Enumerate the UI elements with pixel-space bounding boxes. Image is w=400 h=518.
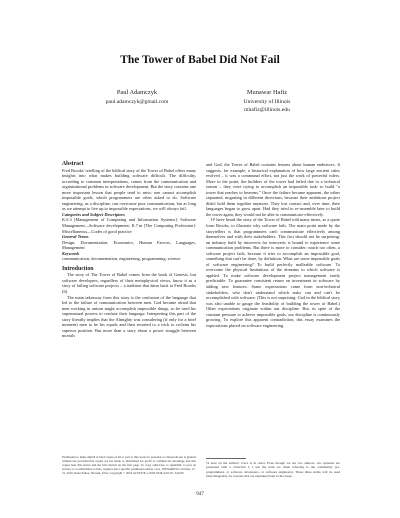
page-number: 947: [196, 492, 204, 497]
body-paragraph: and God, the Tower of Babel contains lessons about human endeavors. It suggests, for example, a historical explanation of how large ancient cities evolved – it was a communal effort, not just the work of powerful rulers. More to the point, the builders of the tower had failed due to a technical reason – they were trying to accomplish an impossible task: to build "a tower that reaches to heavens." Once the failure became apparent, the tribes separated, migrating in different directions, because their ambitions project didn't hold them together anymore. They lost contact and, over time, their languages began to grow apart. Had they tried to re-assemble later to build the tower again, they would not be able to communicate effectively.: [206, 162, 340, 217]
footnote-rule: [206, 458, 246, 459]
keywords-heading: Keywords: [62, 250, 80, 256]
categories-heading: Categories and Subject Descriptors: [62, 211, 125, 217]
intro-paragraph: The main takeaway from this story is the confusion of the language that led to the failure of communication between men. God became afraid that men working in unison might accomplish impossible things, so he used his supernatural powers to confuse their language. Interpreting this part of the story literally implies that the Almighty was considering (if only for a brief moment) men to be his equals and then resorted to a trick to reclaim his superior position. But more than a story about a power struggle between mortals: [62, 294, 196, 339]
general-terms-text: Design, Documentation, Economics, Human Factors, Languages, Management: [62, 239, 196, 251]
abstract-heading: Abstract: [62, 161, 84, 167]
body-paragraph: If¹ have heard the story of the Tower of Babel told many times, as a quote from Brooks, to illustrate why software fails. The main point made by the storytellers is that programmers can't communicate effectively among themselves and with their stakeholders. This fact should not be surprising: an industry built by introverts for introverts is bound to experience some communication problems. But there is more to consider: much too often, a software project fails, because it tries to accomplish an impossible goal, something that can't be done, by definition. What are some impossible goals of software engineering? To build perfectly malleable software. To overcome the physical limitations of the domains to which software is applied. To make software development project management easily predictable. To guarantee consistent return on investment in software by adding new features. Some expectations come from non-technical stakeholders, who don't understand which tasks can and can't be accomplished with software. (This is not surprising: God in the biblical story was also unable to gauge the feasibility of building the tower of Babel.) Other expectations originate within our discipline. But, in spite of the constant pressure to achieve impossible goals, our discipline is continuously growing. To explore this apparent contradiction, this essay examines the expectations placed on software engineering.: [206, 217, 340, 328]
author-email: mhafiz@illinois.edu: [244, 107, 290, 113]
author-name: Munawar Hafiz: [246, 89, 288, 96]
introduction-heading: Introduction: [62, 265, 94, 272]
author-block-1: [82, 89, 192, 106]
categories-text: K.6.3 [Management of Computing and Information Systems]: Software Management—Software development; K.7.m [The Computing Profession]: Miscellaneous—Codes of good practice: [62, 217, 196, 234]
left-column: [62, 162, 196, 339]
keywords-text: communication, documentation, engineering, programming, science: [62, 256, 181, 262]
general-terms-heading: General Terms: [62, 234, 89, 240]
paper-title: The Tower of Babel Did Not Fail: [120, 54, 280, 66]
abstract-text: Fred Brooks' retelling of the biblical story of the Tower of Babel offers many insights into what makes building software difficult. The difficulty, according to common interpretations, comes from the communication and organizational problems in software development. But the story contains one more important lesson that people tend to miss: one cannot accomplish impossible goals, which programmers are often asked to do. Software engineering, as a discipline, can overcome poor communication; but as long as we attempt to live up to impossible expectations, we will always fail.: [62, 167, 196, 212]
author-email: paul.adamczyk@gmail.com: [105, 98, 169, 105]
intro-paragraph: The story of The Tower of Babel comes from the book of Genesis, but software developers, regardless of their metaphysical views, know it as a story of failing software projects – a tradition that dates back to Fred Brooks [6].: [62, 272, 196, 295]
author-name: Paul Adamczyk: [116, 89, 158, 96]
author-affiliation: University of Illinois: [243, 98, 291, 105]
author-block-2: [212, 89, 322, 115]
copyright-notice: Permission to make digital or hard copies of all or part of this work for personal or classroom use is granted without fee provided that copies are not made or distributed for profit or commercial advantage and that copies bear this notice and the full citation on the first page. To copy otherwise, to republish, to post on servers or to redistribute to lists, requires prior specific permission and/or a fee. ONWARD'10, October 17–21, 2010, Reno/Tahoe, Nevada, USA. Copyright © 2010 ACM 978-1-4503-0236-4/10/10...$10.00: [62, 455, 196, 475]
right-column: [206, 162, 340, 328]
footnote: ¹A note on the authors' voice is in order. Even though we are two authors, our opinions are presented with a collective I. I use the term we when referring to the community (i.e. programmers, or software developers, or software engineers). These three terms will be used interchangeably for reasons that are explained later in the essay.: [206, 461, 340, 478]
